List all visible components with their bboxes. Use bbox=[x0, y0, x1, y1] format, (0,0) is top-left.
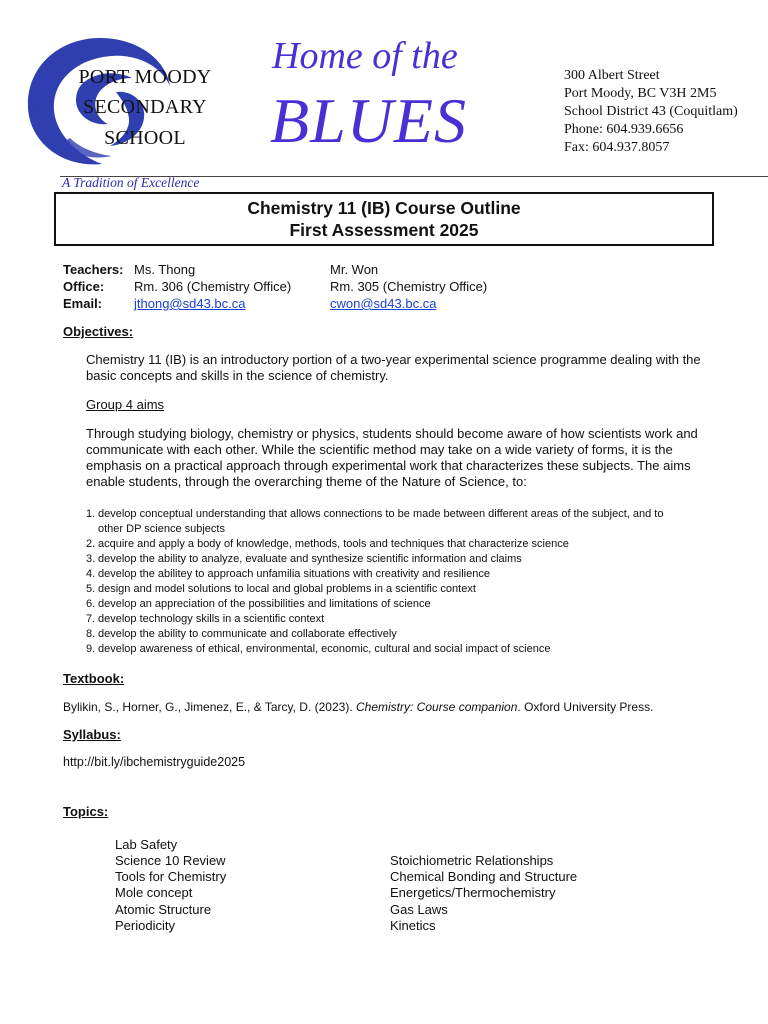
teacher-office: Rm. 305 (Chemistry Office) bbox=[330, 279, 488, 294]
citation-authors: Bylikin, S., Horner, G., Jimenez, E., & Tarcy, D. (2023). bbox=[63, 700, 356, 714]
aim-text: develop the ability to analyze, evaluate and synthesize scientific information and claims bbox=[98, 553, 522, 565]
aim-item bbox=[86, 642, 686, 657]
tagline: A Tradition of Excellence bbox=[62, 175, 200, 190]
topic-item: Energetics/Thermochemistry bbox=[390, 885, 556, 900]
topic-item: Mole concept bbox=[115, 885, 193, 900]
address-line: Phone: 604.939.6656 bbox=[564, 122, 684, 137]
topic-item: Stoichiometric Relationships bbox=[390, 853, 554, 868]
group-aims-text: Through studying biology, chemistry or physics, students should become aware of how scientists work and communicate with each other. While the scientific method may take on a wide variety of forms, it is the emphasis on a practical approach through experimental work that characterizes these subjects. The aims enable students, through the overarching theme of the Nature of Science, to: bbox=[86, 426, 698, 489]
topic-item: Tools for Chemistry bbox=[115, 869, 227, 884]
aims-list bbox=[86, 507, 686, 657]
topic-item: Periodicity bbox=[115, 918, 175, 933]
topic-item: Gas Laws bbox=[390, 902, 448, 917]
teacher-office: Rm. 306 (Chemistry Office) bbox=[134, 279, 292, 294]
topic-item: Science 10 Review bbox=[115, 853, 226, 868]
teachers-label: Teachers: bbox=[63, 262, 124, 277]
aim-text: develop technology skills in a scientific context bbox=[98, 613, 325, 625]
aim-number: 3. bbox=[86, 553, 96, 565]
topic-item: Kinetics bbox=[390, 918, 436, 933]
aim-text: design and model solutions to local and global problems in a scientific context bbox=[98, 583, 476, 595]
aim-number: 8. bbox=[86, 628, 96, 640]
course-title: Chemistry 11 (IB) Course Outline bbox=[247, 198, 521, 218]
aim-number: 9. bbox=[86, 643, 96, 655]
aim-item bbox=[86, 552, 686, 567]
objectives-intro: Chemistry 11 (IB) is an introductory portion of a two-year experimental science programme dealing with the basic concepts and skills in the science of chemistry. bbox=[86, 352, 701, 383]
school-name-line: PORT MOODY bbox=[78, 66, 212, 88]
textbook-heading: Textbook: bbox=[63, 671, 125, 686]
teacher-name: Ms. Thong bbox=[134, 262, 196, 277]
aim-item bbox=[86, 612, 686, 627]
aim-number: 7. bbox=[86, 613, 96, 625]
school-name-line: SCHOOL bbox=[104, 127, 186, 149]
teacher-email-link[interactable]: jthong@sd43.bc.ca bbox=[134, 296, 246, 311]
textbook-citation bbox=[63, 699, 653, 715]
topics-heading: Topics: bbox=[63, 804, 109, 819]
address-line: Port Moody, BC V3H 2M5 bbox=[564, 86, 717, 101]
aim-item bbox=[86, 507, 686, 537]
aim-item bbox=[86, 567, 686, 582]
topic-item: Lab Safety bbox=[115, 837, 178, 852]
citation-book-title: Chemistry: Course companion bbox=[356, 700, 518, 714]
blues-heading: BLUES bbox=[270, 85, 467, 156]
objectives-heading: Objectives: bbox=[63, 324, 134, 339]
aim-number: 6. bbox=[86, 598, 96, 610]
aim-text: develop an appreciation of the possibilities and limitations of science bbox=[98, 598, 431, 610]
aim-text: develop the abilitey to approach unfamilia situations with creativity and resilience bbox=[98, 568, 490, 580]
aim-text: develop conceptual understanding that allows connections to be made between different areas of the subject, and to other DP science subjects bbox=[98, 508, 664, 535]
citation-publisher: . Oxford University Press. bbox=[517, 700, 654, 714]
aim-number: 4. bbox=[86, 568, 96, 580]
school-name-line: SECONDARY bbox=[83, 96, 207, 118]
address-line: Fax: 604.937.8057 bbox=[564, 140, 670, 155]
syllabus-url[interactable]: http://bit.ly/ibchemistryguide2025 bbox=[63, 755, 246, 769]
aim-number: 1. bbox=[86, 508, 96, 520]
home-of-the-heading: Home of the bbox=[272, 35, 458, 77]
aim-item bbox=[86, 627, 686, 642]
email-label: Email: bbox=[63, 296, 103, 311]
office-label: Office: bbox=[63, 279, 105, 294]
aim-text: develop awareness of ethical, environmental, economic, cultural and social impact of science bbox=[98, 643, 551, 655]
topic-item: Atomic Structure bbox=[115, 902, 212, 917]
assessment-year: First Assessment 2025 bbox=[289, 220, 479, 240]
topic-item: Chemical Bonding and Structure bbox=[390, 869, 578, 884]
teacher-email-link[interactable]: cwon@sd43.bc.ca bbox=[330, 296, 437, 311]
course-title-box bbox=[54, 192, 714, 246]
address-line: School District 43 (Coquitlam) bbox=[564, 104, 738, 119]
aim-item bbox=[86, 537, 686, 552]
aim-item bbox=[86, 582, 686, 597]
aim-text: acquire and apply a body of knowledge, methods, tools and techniques that characterize science bbox=[98, 538, 569, 550]
teacher-name: Mr. Won bbox=[330, 262, 379, 277]
aim-text: develop the ability to communicate and collaborate effectively bbox=[98, 628, 397, 640]
aim-number: 2. bbox=[86, 538, 96, 550]
address-line: 300 Albert Street bbox=[564, 68, 660, 83]
aim-number: 5. bbox=[86, 583, 96, 595]
group-aims-heading: Group 4 aims bbox=[86, 397, 165, 412]
aim-item bbox=[86, 597, 686, 612]
syllabus-heading: Syllabus: bbox=[63, 727, 121, 742]
